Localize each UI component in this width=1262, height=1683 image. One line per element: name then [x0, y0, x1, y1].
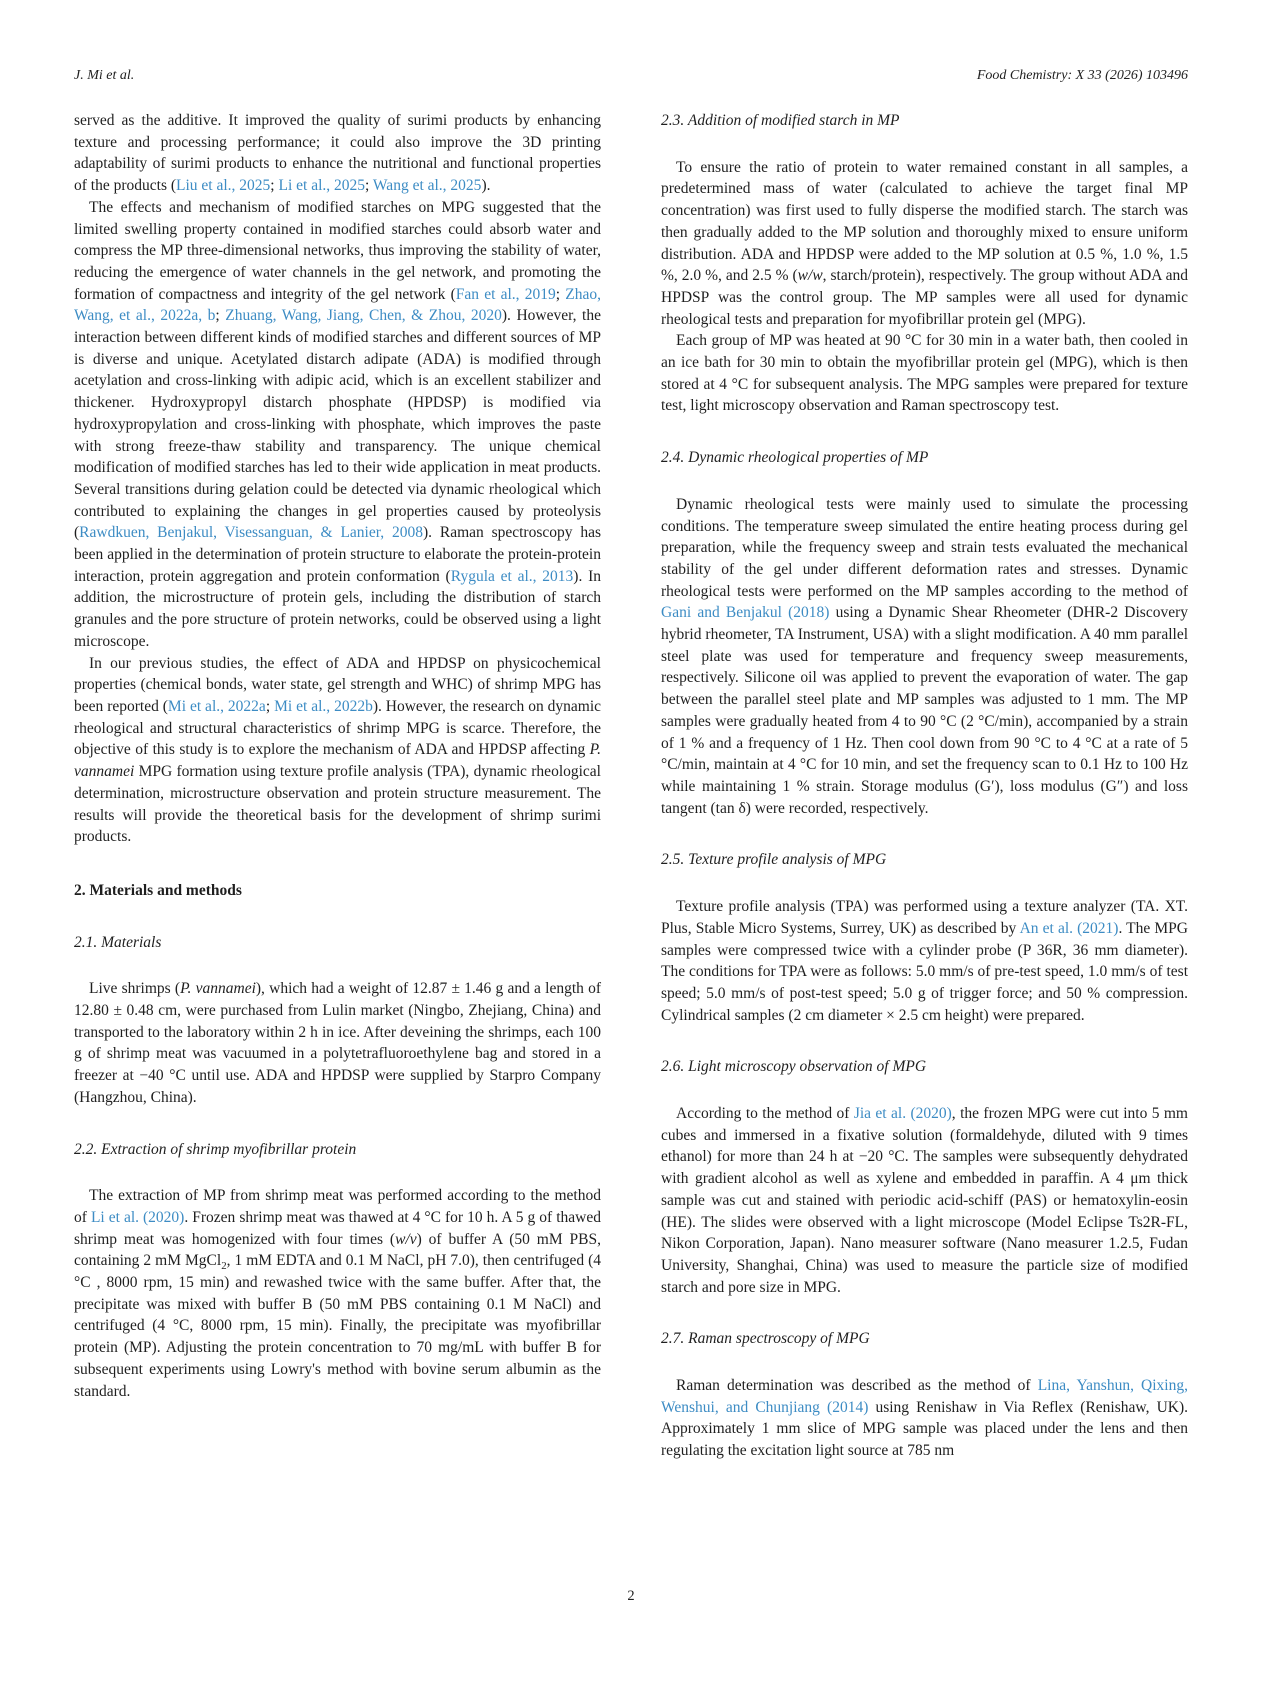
text-run: 2.7. Raman spectroscopy of MPG: [661, 1330, 870, 1348]
text-run: ). However, the research on dynamic rheological and structural characteristics of shrimp MPG is scarce. Therefore, the objective of this study is to explore the mechanism of ADA and HPDSP affecting: [74, 697, 602, 759]
subsection-heading: [661, 849, 1188, 871]
section-heading: [74, 880, 601, 902]
citation-link[interactable]: Fan et al., 2019: [455, 285, 556, 303]
text-run: ). However, the interaction between different kinds of modified starches and different sources of MP is diverse and unique. Acetylated distarch adipate (ADA) is modified through acetylation and cross-linking with adipic acid, which is an excellent stabilizer and thickener. Hydroxypropyl distarch phosphate (HPDSP) is modified via hydroxypropylation and cross-linking with phosphate, which improves the paste with strong freeze-thaw stability and transparency. The unique chemical modification of modified starches has led to their wide application in meat products. Several transitions during gelation could be detected via dynamic rheological which contributed to explaining the changes in gel properties caused by proteolysis (: [74, 307, 601, 542]
text-run: , the frozen MPG were cut into 5 mm cubes and immersed in a fixative solution (formaldehyde, diluted with 9 times ethanol) for more than 24 h at −20 °C. The samples were subsequently dehydrated with gradient alcohol as well as xylene and embedded in paraffin. A 4 μm thick sample was cut and stained with periodic acid-schiff (PAS) or hematoxylin-eosin (HE). The slides were observed with a light microscope (Model Eclipse Ts2R-FL, Nikon Corporation, Japan). Nano measurer software (Nano measurer 1.2.5, Fudan University, Shanghai, China) was used to measure the particle size of modified starch and pore size in MPG.: [661, 1105, 1188, 1296]
page-footer: [0, 1588, 1262, 1605]
text-run: The extraction of MP from shrimp meat was performed according to the method of: [74, 1187, 601, 1226]
citation-link[interactable]: Mi et al., 2022a: [167, 697, 266, 715]
page-number: 2: [627, 1588, 635, 1604]
text-run: Raman determination was described as the method of: [676, 1377, 1038, 1395]
citation-link[interactable]: Mi et al., 2022b: [274, 697, 373, 715]
text-run: 2.5. Texture profile analysis of MPG: [661, 851, 887, 869]
text-run: ). In addition, the microstructure of protein gels, including the distribution of starch granules and the pore structure of protein networks, could be observed using a light microscope.: [74, 567, 602, 650]
paragraph: [74, 1185, 601, 1402]
text-run: According to the method of: [676, 1105, 854, 1123]
text-run: ;: [270, 177, 279, 195]
text-run: , starch/protein), respectively. The group without ADA and HPDSP was the control group. The MP samples were all used for dynamic rheological tests and preparation for myofibrillar protein gel (MPG).: [661, 267, 1188, 328]
citation-link[interactable]: Rawdkuen, Benjakul, Visessanguan, & Lanier, 2008: [79, 524, 423, 542]
citation-link[interactable]: An et al. (2021): [1019, 919, 1119, 937]
text-run: To ensure the ratio of protein to water remained constant in all samples, a predetermined mass of water (calculated to achieve the target final MP concentration) was first used to fully disperse the modified starch. The starch was then gradually added to the MP solution and thoroughly mixed to ensure uniform distribution. ADA and HPDSP were added to the MP solution at 0.5 %, 1.0 %, 1.5 %, 2.0 %, and 2.5 % (: [661, 158, 1188, 285]
article-body: [74, 110, 1188, 1462]
citation-link[interactable]: Liu et al., 2025: [176, 177, 271, 195]
citation-link[interactable]: Gani and Benjakul (2018): [661, 604, 830, 622]
running-head: [74, 68, 1188, 84]
text-run: ;: [265, 697, 275, 715]
left-column: [74, 110, 601, 1462]
text-run: In our previous studies, the effect of ADA and HPDSP on physicochemical properties (chemical bonds, water state, gel strength and WHC) of shrimp MPG has been reported (: [74, 654, 601, 715]
paragraph: [661, 330, 1188, 417]
text-run: 2.2. Extraction of shrimp myofibrillar protein: [74, 1140, 357, 1158]
italic-text: P. vannamei: [74, 741, 601, 781]
paragraph: [661, 896, 1188, 1026]
paragraph: [74, 653, 601, 848]
subsection-heading: [661, 447, 1188, 469]
subsection-heading: [661, 1328, 1188, 1350]
running-head-journal: Food Chemistry: X 33 (2026) 103496: [976, 68, 1188, 83]
text-run: 2.1. Materials: [74, 933, 162, 951]
text-run: ;: [365, 177, 373, 195]
text-run: ;: [215, 307, 226, 325]
text-run: ) of buffer A (50 mM PBS, containing 2 mM MgCl: [74, 1230, 601, 1270]
text-run: 2.6. Light microscopy observation of MPG: [661, 1058, 927, 1076]
text-run: ), which had a weight of 12.87 ± 1.46 g and a length of 12.80 ± 0.48 cm, were purchased from Lulin market (Ningbo, Zhejiang, China) and transported to the laboratory within 2 h in ice. After deveining the shrimps, each 100 g of shrimp meat was vacuumed in a polytetrafluoroethylene bag and stored in a freezer at −40 °C until use. ADA and HPDSP were supplied by Starpro Company (Hangzhou, China).: [74, 980, 601, 1106]
text-run: Dynamic rheological tests were mainly used to simulate the processing conditions. The temperature sweep simulated the entire heating process during gel preparation, while the frequency sweep and strain tests evaluated the mechanical stability of the gel under different deformation rates and stresses. Dynamic rheological tests were performed on the MP samples according to the method of: [661, 495, 1188, 600]
text-run: served as the additive. It improved the quality of surimi products by enhancing texture and processing performance; it could also improve the 3D printing adaptability of surimi products to enhance the nutritional and functional properties of the products (: [74, 112, 601, 195]
text-run: ). Raman spectroscopy has been applied in the determination of protein structure to elaborate the protein-protein interaction, protein aggregation and protein conformation (: [74, 524, 601, 585]
text-run: using a Dynamic Shear Rheometer (DHR-2 Discovery hybrid rheometer, TA Instrument, USA) with a slight modification. A 40 mm parallel steel plate was used for temperature and frequency sweep measurements, respectively. Silicone oil was applied to prevent the evaporation of water. The gap between the parallel steel plate and MP samples was adjusted to 1 mm. The MP samples were gradually heated from 4 to 90 °C (2 °C/min), accompanied by a strain of 1 % and a frequency of 1 Hz. Then cool down from 90 °C to 4 °C at a rate of 5 °C/min, maintain at 4 °C for 10 min, and set the frequency scan to 0.1 Hz to 100 Hz while maintaining 1 % strain. Storage modulus (G′), loss modulus (G″) and loss tangent (tan δ) were recorded, respectively.: [661, 604, 1188, 817]
text-run: . Frozen shrimp meat was thawed at 4 °C for 10 h. A 5 g of thawed shrimp meat was homogenized with four times (: [74, 1208, 601, 1248]
paragraph: [661, 1103, 1188, 1298]
subsection-heading: [74, 932, 601, 954]
text-run: The effects and mechanism of modified starches on MPG suggested that the limited swelling property contained in modified starches could absorb water and compress the MP three-dimensional networks, thus improving the stability of water, reducing the emergence of water channels in the gel network, and promoting the formation of compactness and integrity of the gel network (: [74, 198, 601, 303]
running-head-authors: J. Mi et al.: [74, 68, 135, 83]
citation-link[interactable]: Li et al., 2025: [278, 177, 366, 195]
subsection-heading: [661, 110, 1188, 132]
text-run: 2.3. Addition of modified starch in MP: [661, 112, 900, 129]
text-run: Live shrimps (: [89, 980, 181, 998]
text-run: , 1 mM EDTA and 0.1 M NaCl, pH 7.0), then centrifuged (4 °C , 8000 rpm, 15 min) and rewashed twice with the same buffer. After that, the precipitate was mixed with buffer B (50 mM PBS containing 0.1 M NaCl) and centrifuged (4 °C, 8000 rpm, 15 min). Finally, the precipitate was myofibrillar protein (MP). Adjusting the protein concentration to 70 mg/mL with buffer B for subsequent experiments using Lowry's method with bovine serum albumin as the standard.: [74, 1252, 601, 1400]
italic-text: P. vannamei: [180, 980, 256, 998]
citation-link[interactable]: Lina, Yanshun, Qixing, Wenshui, and Chunjiang (2014): [661, 1377, 1188, 1416]
text-run: ;: [555, 285, 566, 303]
paragraph: [74, 110, 601, 197]
text-run: MPG formation using texture profile analysis (TPA), dynamic rheological determination, microstructure observation and protein structure measurement. The results will provide the theoretical basis for the development of shrimp surimi products.: [74, 763, 601, 846]
paragraph: [661, 494, 1188, 820]
text-run: 2.4. Dynamic rheological properties of MP: [661, 449, 929, 467]
paragraph: [661, 1375, 1188, 1462]
text-run: ).: [481, 177, 491, 195]
right-column: [661, 110, 1188, 1462]
subsection-heading: [661, 1056, 1188, 1078]
citation-link[interactable]: Zhuang, Wang, Jiang, Chen, & Zhou, 2020: [225, 307, 502, 325]
citation-link[interactable]: Li et al. (2020): [90, 1208, 185, 1226]
citation-link[interactable]: Wang et al., 2025: [372, 177, 482, 195]
text-run: 2. Materials and methods: [74, 881, 242, 899]
text-run: Texture profile analysis (TPA) was performed using a texture analyzer (TA. XT. Plus, Stable Micro Systems, Surrey, UK) as described by: [661, 898, 1188, 937]
text-run: . The MPG samples were compressed twice with a cylinder probe (P 36R, 36 mm diameter). The conditions for TPA were as follows: 5.0 mm/s of pre-test speed, 1.0 mm/s of test speed; 5.0 mm/s of post-test speed; 5.0 g of trigger force; and 50 % compression. Cylindrical samples (2 cm diameter × 2.5 cm height) were prepared.: [661, 919, 1188, 1024]
text-run: using Renishaw in Via Reflex (Renishaw, UK). Approximately 1 mm slice of MPG sample was placed under the lens and then regulating the excitation light source at 785 nm: [661, 1398, 1189, 1460]
citation-link[interactable]: Rygula et al., 2013: [450, 567, 574, 585]
paragraph: [74, 978, 601, 1108]
italic-text: w/w: [797, 267, 823, 285]
citation-link[interactable]: Jia et al. (2020): [853, 1105, 952, 1123]
paragraph: [661, 157, 1188, 331]
subscript-text: 2: [221, 1260, 227, 1273]
citation-link[interactable]: Zhao, Wang, et al., 2022a, b: [74, 285, 601, 325]
paragraph: [74, 197, 601, 653]
italic-text: w/v: [395, 1230, 417, 1248]
subsection-heading: [74, 1139, 601, 1161]
text-run: Each group of MP was heated at 90 °C for 30 min in a water bath, then cooled in an ice bath for 30 min to obtain the myofibrillar protein gel (MPG), which is then stored at 4 °C for subsequent analysis. The MPG samples were prepared for texture test, light microscopy observation and Raman spectroscopy test.: [661, 332, 1188, 415]
